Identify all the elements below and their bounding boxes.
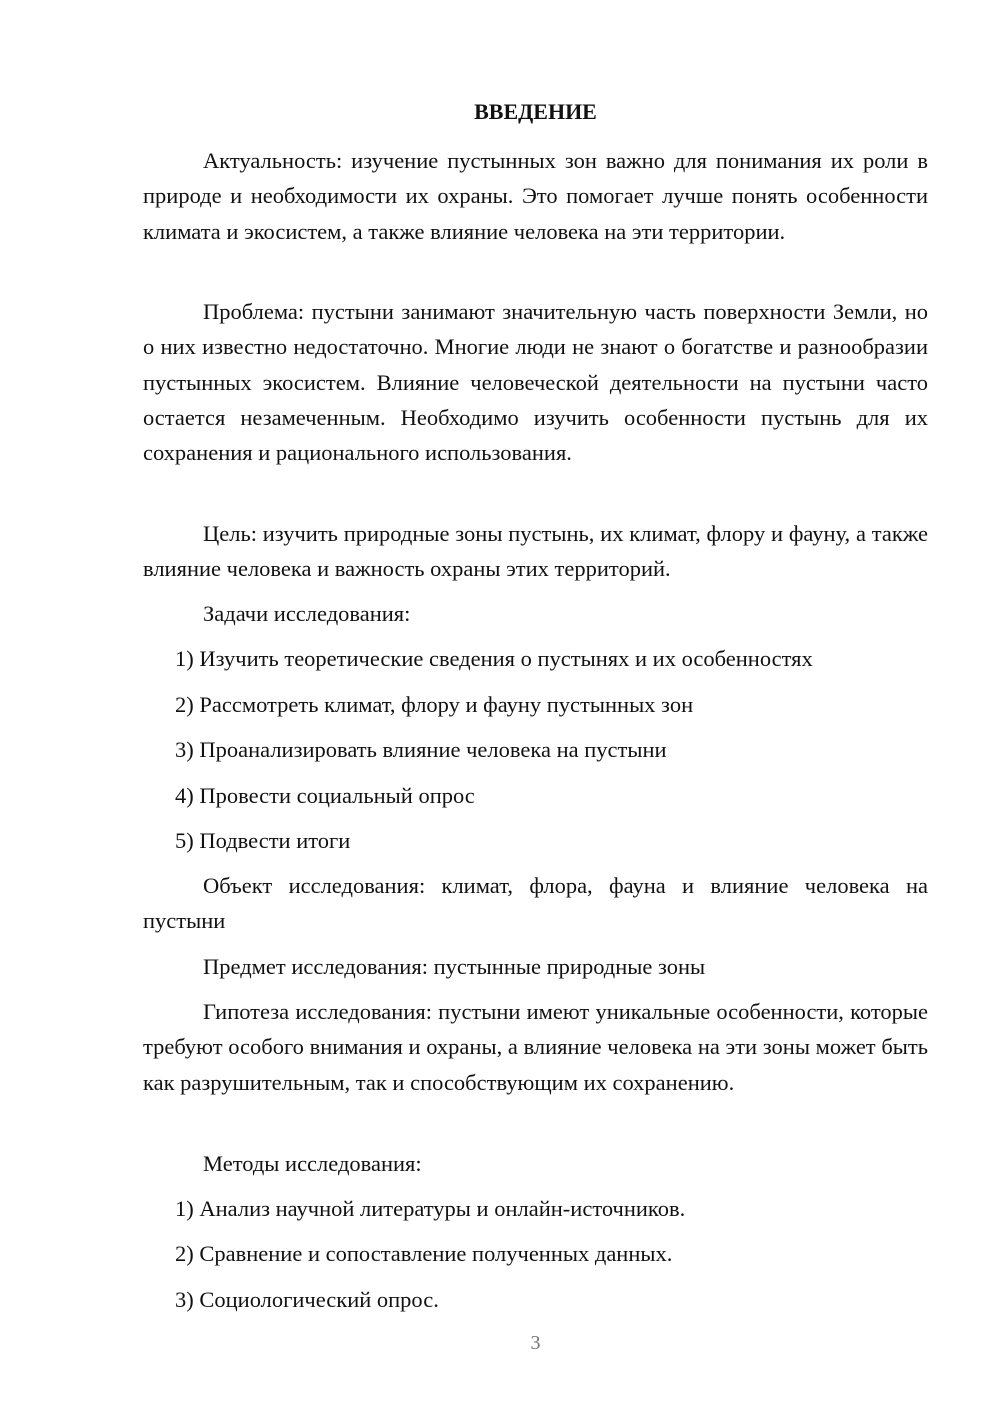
method-item: 1) Анализ научной литературы и онлайн-источников. [175,1196,686,1221]
tasks-heading: Задачи исследования: [203,601,411,626]
task-item: 3) Проанализировать влияние человека на пустыни [175,737,667,762]
paragraph-relevance: Актуальность: изучение пустынных зон важно для понимания их роли в природе и необходимости их охраны. Это помогает лучше понять особенности климата и экосистем, а также влияние человека на эти территории. [143,148,928,244]
task-item: 5) Подвести итоги [175,828,351,853]
paragraph-subject: Предмет исследования: пустынные природные зоны [203,954,706,979]
paragraph-object: Объект исследования: климат, флора, фауна и влияние человека на пустыни [143,873,928,934]
task-item: 1) Изучить теоретические сведения о пустынях и их особенностях [175,646,813,671]
page-number: 3 [530,1332,541,1354]
methods-heading: Методы исследования: [203,1151,422,1176]
task-item: 4) Провести социальный опрос [175,783,475,808]
paragraph-problem: Проблема: пустыни занимают значительную часть поверхности Земли, но о них известно недостаточно. Многие люди не знают о богатстве и разнообразии пустынных экосистем. Влияние человеческой деятельности на пустыни часто остается незамеченным. Необходимо изучить особенности пустынь для их сохранения и рационального использования. [143,299,928,466]
document-page [143,0,928,1414]
method-item: 2) Сравнение и сопоставление полученных данных. [175,1241,673,1266]
method-item: 3) Социологический опрос. [175,1287,439,1312]
task-item: 2) Рассмотреть климат, флору и фауну пустынных зон [175,692,694,717]
paragraph-hypothesis: Гипотеза исследования: пустыни имеют уникальные особенности, которые требуют особого внимания и охраны, а влияние человека на эти зоны может быть как разрушительным, так и способствующим их сохранению. [143,999,928,1095]
section-title: ВВЕДЕНИЕ [474,99,597,124]
paragraph-goal: Цель: изучить природные зоны пустынь, их климат, флору и фауну, а также влияние человека и важность охраны этих территорий. [143,521,928,582]
